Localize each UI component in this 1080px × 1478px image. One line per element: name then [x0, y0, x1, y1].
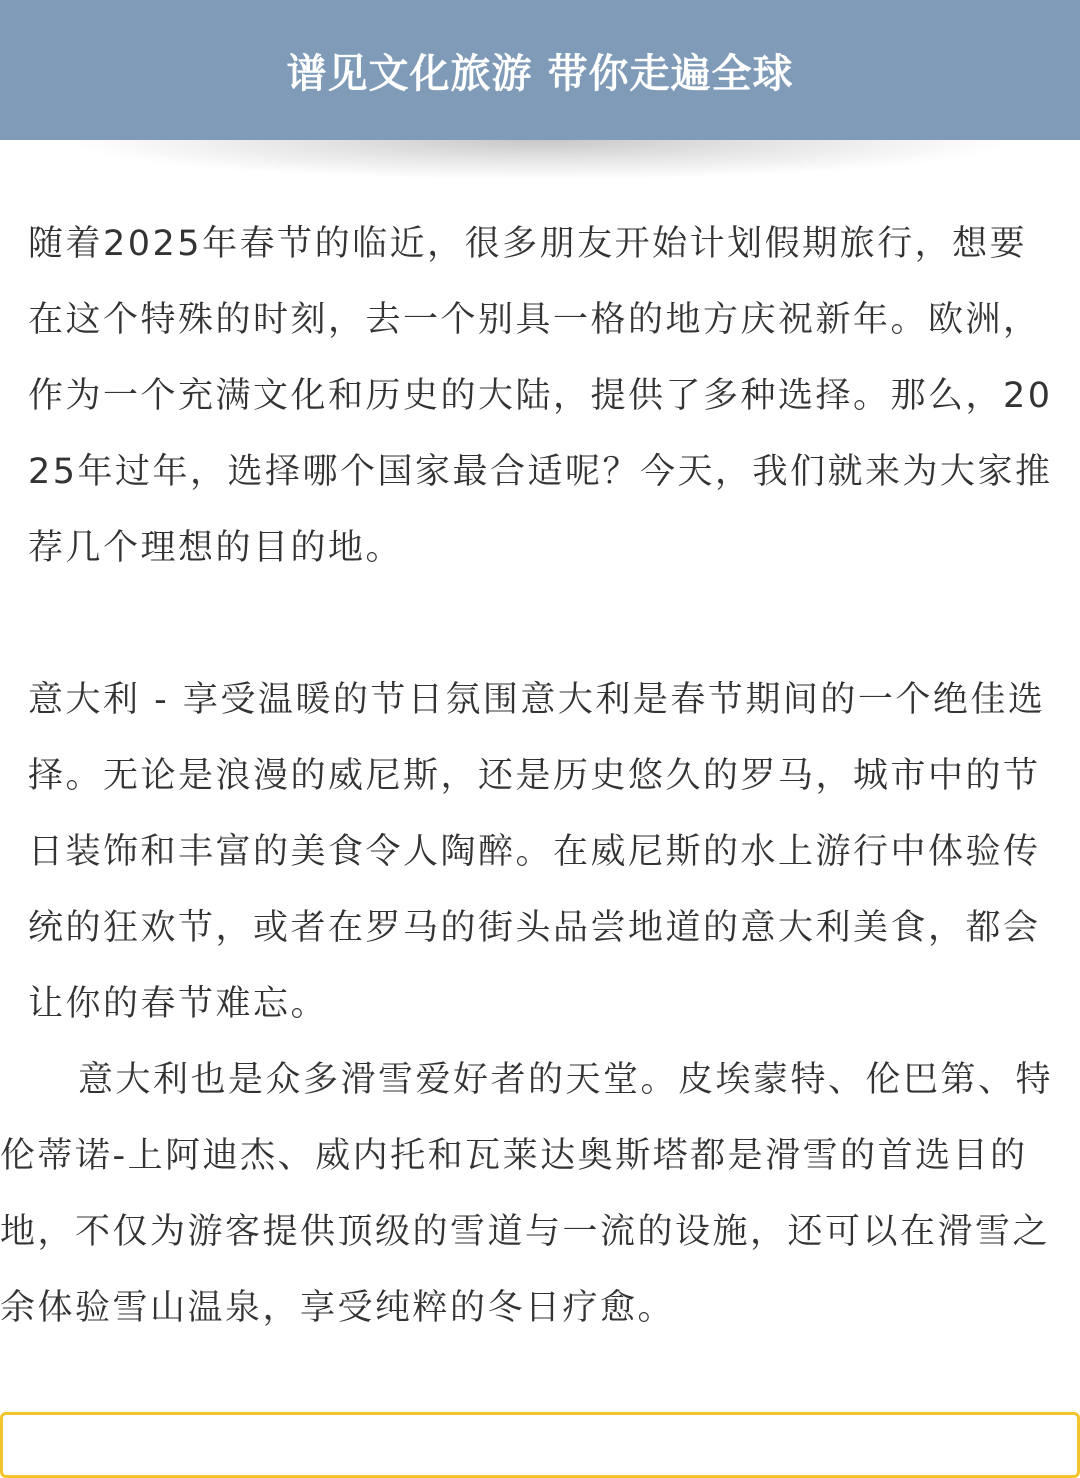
article-paragraph-skiing: 意大利也是众多滑雪爱好者的天堂。皮埃蒙特、伦巴第、特伦蒂诺-上阿迪杰、威内托和瓦莱达奥斯塔都是滑雪的首选目的地，不仅为游客提供顶级的雪道与一流的设施，还可以在滑雪之余体验雪山温泉，享受纯粹的冬日疗愈。 [0, 1060, 1054, 1328]
article-paragraph-intro: 随着2025年春节的临近，很多朋友开始计划假期旅行，想要在这个特殊的时刻，去一个别具一格的地方庆祝新年。欧洲，作为一个充满文化和历史的大陆，提供了多种选择。那么，2025年过年，选择哪个国家最合适呢？今天，我们就来为大家推荐几个理想的目的地。 [28, 224, 1053, 568]
article-paragraph-italy: 意大利 - 享受温暖的节日氛围意大利是春节期间的一个绝佳选择。无论是浪漫的威尼斯，还是历史悠久的罗马，城市中的节日装饰和丰富的美食令人陶醉。在威尼斯的水上游行中体验传统的狂欢节，或者在罗马的街头品尝地道的意大利美食，都会让你的春节难忘。 [28, 680, 1046, 1024]
header-shadow [60, 140, 1020, 180]
info-card [0, 1412, 1080, 1478]
header-banner [0, 0, 1080, 140]
page-title: 谱见文化旅游 带你走遍全球 [286, 50, 794, 97]
